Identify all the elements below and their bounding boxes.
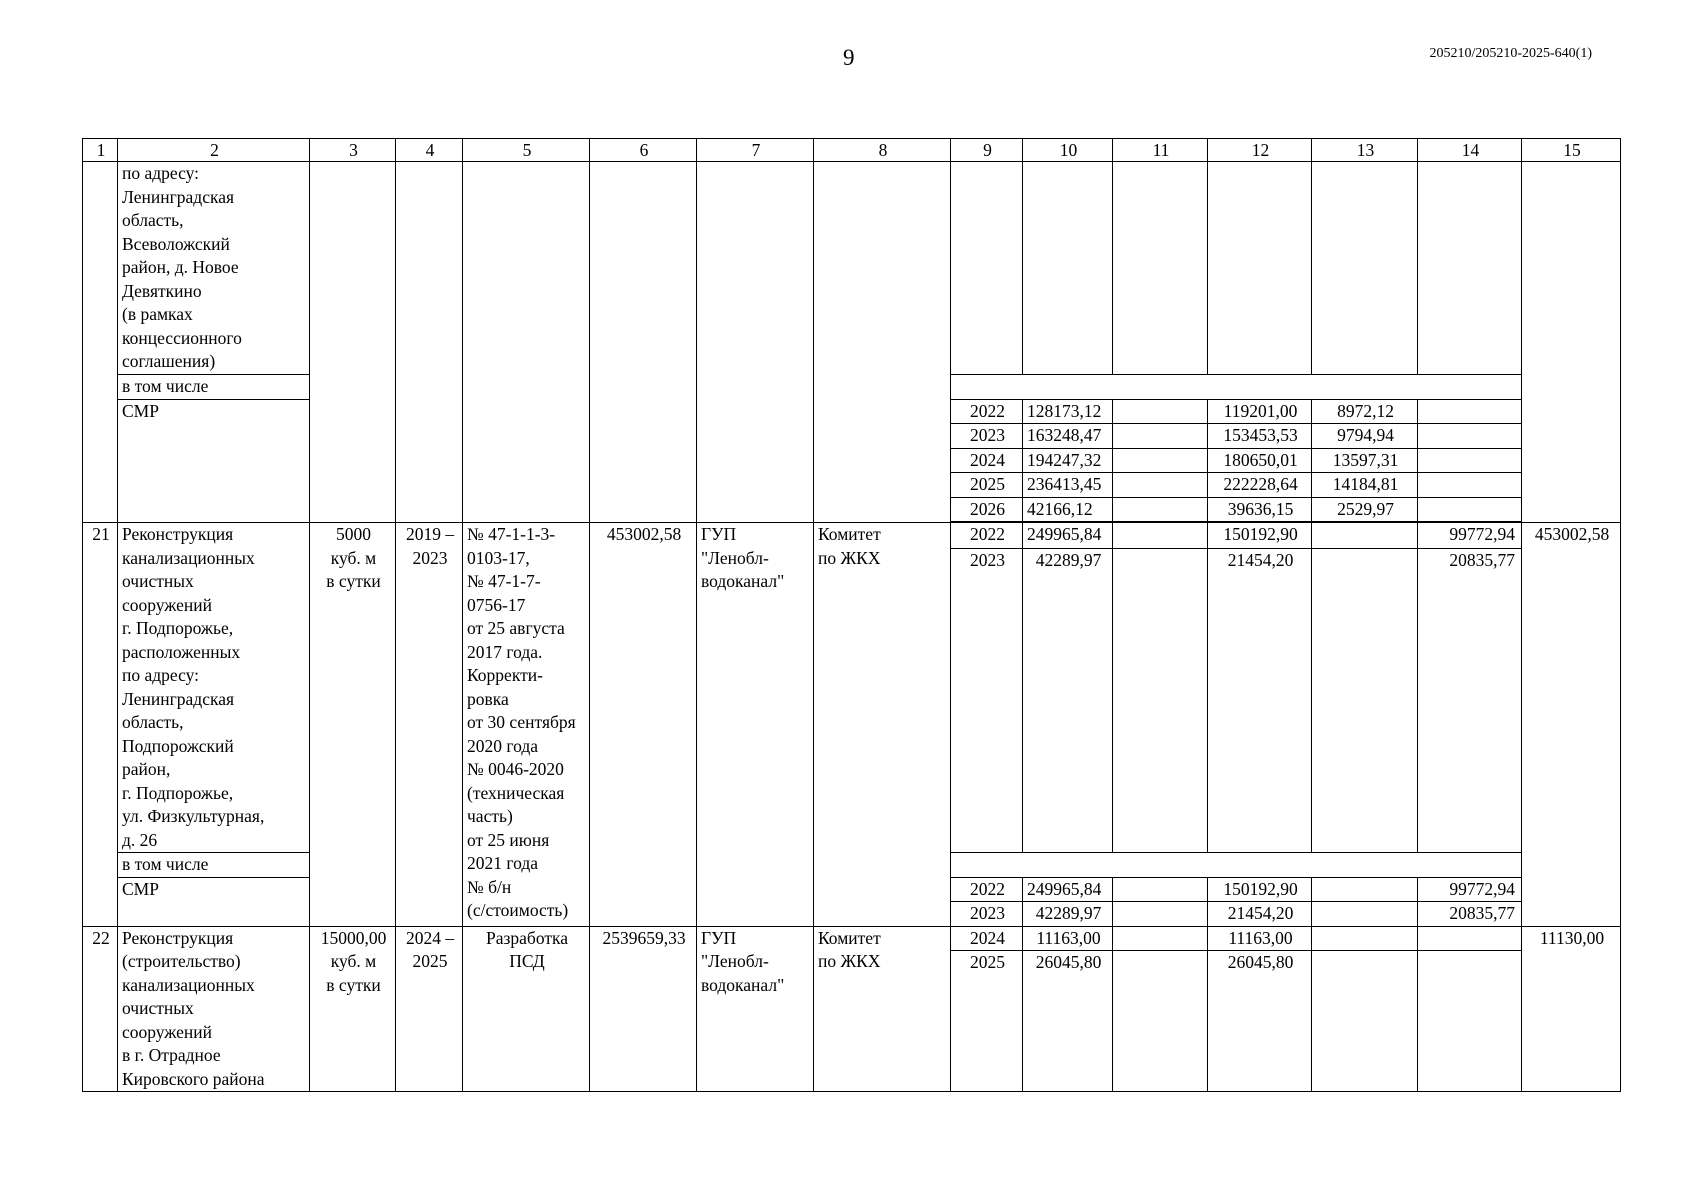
object-name-cell: по адресу: Ленинградская область, Всеволожский район, д. Новое Девяткино (в рамках концессионного соглашения) — [118, 162, 310, 375]
col-header: 1 — [83, 139, 118, 162]
value-cell: 249965,84 — [1023, 523, 1113, 549]
period-cell: 2019 – 2023 — [396, 523, 463, 927]
year-cell: 2022 — [951, 399, 1023, 424]
year-cell: 2025 — [951, 951, 1023, 1092]
value-cell: 249965,84 — [1023, 877, 1113, 902]
col-header: 11 — [1113, 139, 1208, 162]
value-cell: 21454,20 — [1208, 549, 1312, 853]
value-cell: 42166,12 — [1023, 497, 1113, 522]
value-cell: 150192,90 — [1208, 523, 1312, 549]
col-header: 15 — [1522, 139, 1621, 162]
year-cell: 2022 — [951, 877, 1023, 902]
executor-cell: ГУП "Ленобл- водоканал" — [697, 926, 814, 1092]
value-cell: 11163,00 — [1208, 926, 1312, 951]
value-cell: 26045,80 — [1023, 951, 1113, 1092]
col-header: 12 — [1208, 139, 1312, 162]
value-cell: 42289,97 — [1023, 902, 1113, 927]
page-number: 9 — [843, 45, 855, 70]
table-row — [83, 162, 1621, 375]
row-number: 21 — [83, 523, 118, 927]
year-cell: 2026 — [951, 497, 1023, 522]
col-header: 8 — [814, 139, 951, 162]
including-label: в том числе — [118, 375, 310, 400]
value-cell: 20835,77 — [1418, 549, 1522, 853]
customer-cell: Комитет по ЖКХ — [814, 926, 951, 1092]
col-header: 2 — [118, 139, 310, 162]
value-cell: 42289,97 — [1023, 549, 1113, 853]
col-header: 7 — [697, 139, 814, 162]
total-cell: 453002,58 — [1522, 523, 1621, 927]
col-header: 4 — [396, 139, 463, 162]
document-cell: Разработка ПСД — [463, 926, 590, 1092]
value-cell: 119201,00 — [1208, 399, 1312, 424]
year-cell: 2023 — [951, 902, 1023, 927]
year-cell: 2025 — [951, 473, 1023, 498]
value-cell: 128173,12 — [1023, 399, 1113, 424]
object-name-cell: Реконструкция канализационных очистных сооружений г. Подпорожье, расположенных по адресу: Ленинградская область, Подпорожский район, г. Подпорожье, ул. Физкультурная, д. 26 — [118, 523, 310, 853]
customer-cell: Комитет по ЖКХ — [814, 523, 951, 927]
table-row — [83, 926, 1621, 951]
document-cell: № 47-1-1-3- 0103-17, № 47-1-7- 0756-17 от 25 августа 2017 года. Корректи- ровка от 30 сентября 2020 года № 0046-2020 (техническая часть) от 25 июня 2021 года № б/н (с/стоимость) — [463, 523, 590, 927]
col-header: 6 — [590, 139, 697, 162]
row-number: 22 — [83, 926, 118, 1092]
col-header: 14 — [1418, 139, 1522, 162]
column-number-row — [83, 139, 1621, 162]
capacity-cell: 15000,00 куб. м в сутки — [310, 926, 396, 1092]
value-cell: 14184,81 — [1312, 473, 1418, 498]
year-cell: 2022 — [951, 523, 1023, 549]
col-header: 5 — [463, 139, 590, 162]
smr-label: СМР — [118, 399, 310, 523]
value-cell: 99772,94 — [1418, 523, 1522, 549]
investment-program-table — [82, 138, 1621, 1092]
year-cell: 2024 — [951, 448, 1023, 473]
smr-label: СМР — [118, 877, 310, 926]
document-id: 205210/205210-2025-640(1) — [1429, 46, 1592, 61]
value-cell: 222228,64 — [1208, 473, 1312, 498]
value-cell: 21454,20 — [1208, 902, 1312, 927]
year-cell: 2023 — [951, 424, 1023, 449]
object-name-cell: Реконструкция (строительство) канализационных очистных сооружений в г. Отрадное Кировского района — [118, 926, 310, 1092]
value-cell: 150192,90 — [1208, 877, 1312, 902]
table-row — [83, 523, 1621, 549]
value-cell: 39636,15 — [1208, 497, 1312, 522]
cost-cell: 2539659,33 — [590, 926, 697, 1092]
value-cell: 11163,00 — [1023, 926, 1113, 951]
value-cell: 13597,31 — [1312, 448, 1418, 473]
executor-cell: ГУП "Ленобл- водоканал" — [697, 523, 814, 927]
value-cell: 153453,53 — [1208, 424, 1312, 449]
value-cell: 236413,45 — [1023, 473, 1113, 498]
value-cell: 180650,01 — [1208, 448, 1312, 473]
value-cell: 99772,94 — [1418, 877, 1522, 902]
col-header: 10 — [1023, 139, 1113, 162]
col-header: 3 — [310, 139, 396, 162]
value-cell: 8972,12 — [1312, 399, 1418, 424]
value-cell: 163248,47 — [1023, 424, 1113, 449]
period-cell: 2024 – 2025 — [396, 926, 463, 1092]
col-header: 9 — [951, 139, 1023, 162]
year-cell: 2024 — [951, 926, 1023, 951]
capacity-cell: 5000 куб. м в сутки — [310, 523, 396, 927]
value-cell: 20835,77 — [1418, 902, 1522, 927]
value-cell: 9794,94 — [1312, 424, 1418, 449]
cost-cell: 453002,58 — [590, 523, 697, 927]
total-cell: 11130,00 — [1522, 926, 1621, 1092]
value-cell: 26045,80 — [1208, 951, 1312, 1092]
year-cell: 2023 — [951, 549, 1023, 853]
value-cell: 2529,97 — [1312, 497, 1418, 522]
including-label: в том числе — [118, 853, 310, 878]
col-header: 13 — [1312, 139, 1418, 162]
value-cell: 194247,32 — [1023, 448, 1113, 473]
